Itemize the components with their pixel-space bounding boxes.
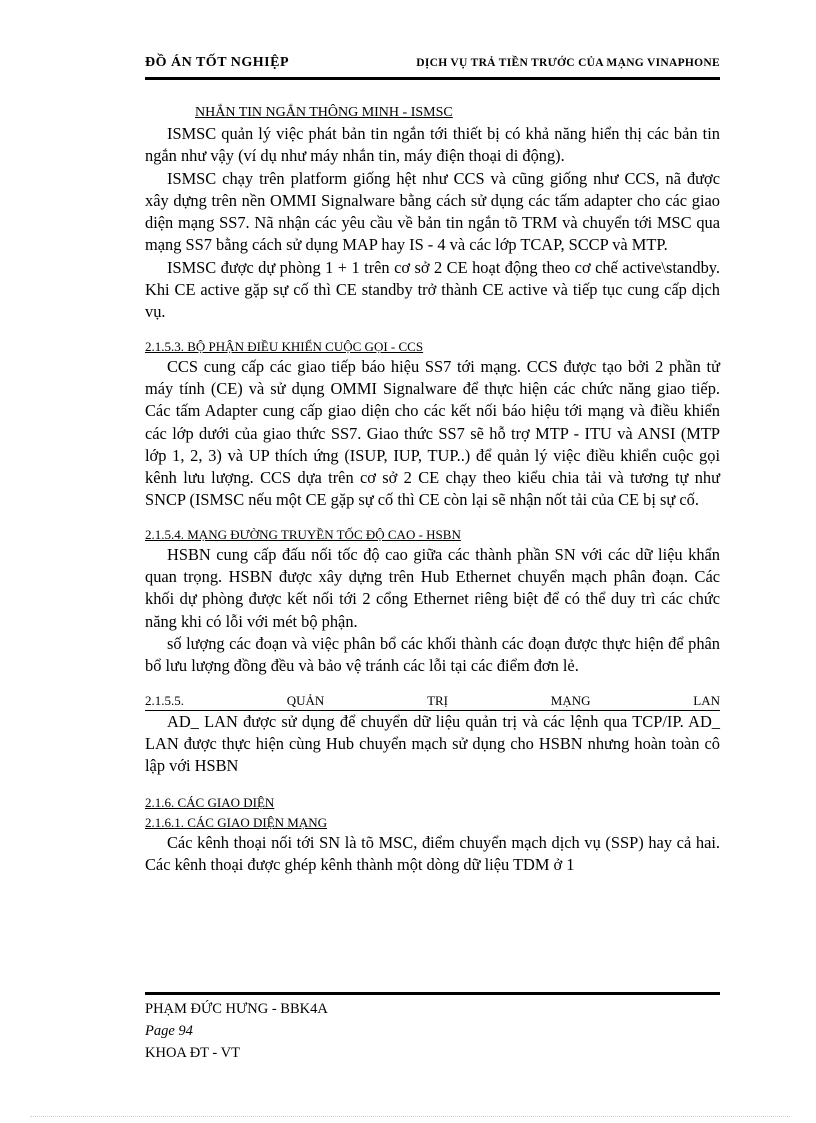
page-edge-dotted-line — [30, 1116, 790, 1117]
footer-page-number: Page 94 — [145, 1023, 193, 1039]
network-interfaces-heading: 2.1.6.1. CÁC GIAO DIỆN MẠNG — [145, 814, 327, 830]
lan-paragraph-1: AD_ LAN được sử dụng để chuyển dữ liệu quản trị và các lệnh qua TCP/IP. AD_ LAN được thực hiện cùng Hub chuyển mạch sử dụng cho HSBN nhưng hoàn toàn cô lập với HSBN — [145, 711, 720, 776]
header-rule — [145, 77, 720, 80]
ismsc-paragraph-1: ISMSC quản lý việc phát bản tin ngắn tới thiết bị có khả năng hiển thị các bản tin ngắn như vậy (ví dụ như máy nhắn tin, máy điện thoại di động). — [145, 124, 720, 166]
lan-heading-word: MẠNG — [550, 692, 591, 708]
header-right-title: DỊCH VỤ TRẢ TIỀN TRƯỚC CỦA MẠNG VINAPHONE — [416, 57, 720, 69]
hsbn-paragraph-1: HSBN cung cấp đấu nối tốc độ cao giữa các thành phần SN với các dữ liệu khẩn quan trọng. HSBN được xây dựng trên Hub Ethernet chuyển mạch phân đoạn. Các khối dự phòng được kết nối tới 2 cổng Ethernet riêng biệt để có thể duy trì các chức năng khi có lỗi với mét bộ phận. — [145, 544, 720, 631]
ccs-paragraph-1: CCS cung cấp các giao tiếp báo hiệu SS7 tới mạng. CCS được tạo bởi 2 phần tử máy tính (CE) và sử dụng OMMI Signalware để thực hiện các chức năng giao tiếp. Các tấm Adapter cung cấp giao diện cho các kết nối báo hiệu tới mạng và điều khiển các lớp dưới của giao thức SS7. Giao thức SS7 sẽ hỗ trợ MTP - ITU và ANSI (MTP lớp 1, 2, 3) và UP thích ứng (ISUP, IUP, TUP..) để quản lý việc điều khiển cuộc gọi kênh lưu lượng. CCS dựa trên cơ sở 2 CE chạy theo kiểu chia tải và tương tự như SNCP (ISMSC nếu một CE gặp sự cố thì CE còn lại sẽ nhận nốt tải của CE bị sự cố. — [145, 356, 720, 510]
lan-heading-word: QUẢN — [286, 692, 325, 708]
lan-heading-word: LAN — [693, 692, 720, 708]
footer-department: KHOA ĐT - VT — [145, 1045, 240, 1061]
page-footer — [145, 998, 720, 1064]
page-header — [145, 50, 720, 76]
ccs-heading: 2.1.5.3. BỘ PHẬN ĐIỀU KHIỂN CUỘC GỌI - CCS — [145, 338, 424, 354]
interfaces-paragraph-1: Các kênh thoại nối tới SN là tõ MSC, điểm chuyển mạch dịch vụ (SSP) hay cả hai. Các kênh thoại được ghép kênh thành một dòng dữ liệu TDM ở 1 — [145, 832, 720, 875]
ismsc-paragraph-3: ISMSC được dự phòng 1 + 1 trên cơ sở 2 CE hoạt động theo cơ chế active\standby. Khi CE active gặp sự cố thì CE standby trở thành CE active và tiếp tục cung cấp dịch vụ. — [145, 257, 720, 322]
ismsc-paragraph-2: ISMSC chạy trên platform giống hệt như CCS và cũng giống như CCS, nã được xây dựng trên nền OMMI Signalware bằng cách sử dụng các tấm adapter cho các giao diện mạng SS7. Nã nhận các yêu cầu về bản tin ngắn tõ TRM và chuyển tới MSC qua mạng SS7 bằng cách sử dụng MAP hay IS - 4 và các lớp TCAP, SCCP và MTP. — [145, 168, 720, 255]
lan-heading — [145, 692, 720, 711]
footer-rule — [145, 992, 720, 995]
lan-heading-word: TRỊ — [427, 692, 449, 708]
ismsc-heading: NHẮN TIN NGẮN THÔNG MINH - ISMSC — [195, 105, 453, 120]
document-body — [145, 104, 720, 876]
lan-heading-word: 2.1.5.5. — [145, 692, 184, 708]
interfaces-heading: 2.1.6. CÁC GIAO DIỆN — [145, 795, 275, 811]
header-left-title: ĐỒ ÁN TỐT NGHIỆP — [145, 55, 290, 70]
hsbn-paragraph-2: số lượng các đoạn và việc phân bổ các khối thành các đoạn được thực hiện để phân bổ lưu lượng đồng đều và bảo vệ tránh các lỗi tại các điểm đơn lẻ. — [145, 633, 720, 676]
footer-author: PHẠM ĐỨC HƯNG - BBK4A — [145, 1001, 328, 1017]
hsbn-heading: 2.1.5.4. MẠNG ĐƯỜNG TRUYỀN TỐC ĐỘ CAO - HSBN — [145, 526, 461, 542]
